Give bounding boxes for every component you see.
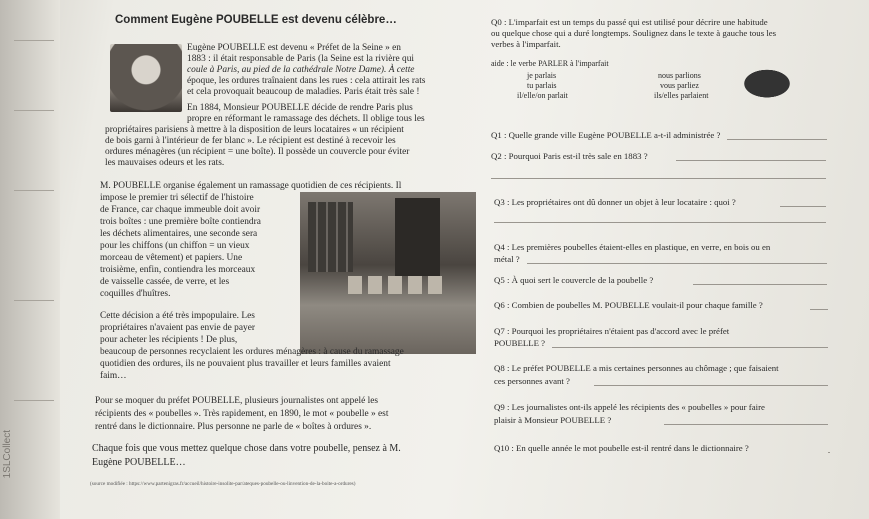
text-line: Eugène POUBELLE… bbox=[92, 457, 186, 468]
text-line: Pour se moquer du préfet POUBELLE, plusieurs journalistes ont appelé les bbox=[95, 396, 379, 406]
text-line: Eugène POUBELLE est devenu « Préfet de la Seine » en bbox=[187, 43, 401, 53]
answer-line[interactable] bbox=[828, 452, 830, 453]
question-q9: plaisir à Monsieur POUBELLE ? bbox=[494, 415, 612, 425]
text-line: et cela provoquait beaucoup de maladies. Paris était très sale ! bbox=[187, 87, 420, 97]
text-line: pour les chiffons (un chiffon = un vieux bbox=[100, 241, 250, 251]
photo-bin bbox=[388, 276, 402, 294]
conjugation-item: il/elle/on parlait bbox=[517, 91, 568, 100]
conjugation-item: tu parlais bbox=[527, 81, 557, 90]
side-label: 1SLCollect bbox=[2, 430, 13, 479]
text-line: 1883 : il était responsable de Paris (la Seine est la rivière qui bbox=[187, 54, 415, 64]
margin-line bbox=[14, 400, 54, 401]
conjugation-item: ils/elles parlaient bbox=[654, 91, 709, 100]
question-q3: Q3 : Les propriétaires ont dû donner un objet à leur locataire : quoi ? bbox=[494, 197, 736, 207]
question-q8: Q8 : Le préfet POUBELLE a mis certaines personnes au chômage ; que faisaient bbox=[494, 363, 779, 373]
text-line: de France, car chaque immeuble doit avoir bbox=[100, 205, 261, 215]
street-bins-photo bbox=[300, 192, 476, 354]
question-q1: Q1 : Quelle grande ville Eugène POUBELLE a-t-il administrée ? bbox=[491, 130, 721, 140]
text-line: ordures ménagères (un récipient = une boîte). Il possède un couvercle pour éviter bbox=[105, 147, 410, 157]
answer-line[interactable] bbox=[780, 206, 826, 207]
aide-label: aide : le verbe PARLER à l'imparfait bbox=[491, 59, 609, 68]
margin-line bbox=[14, 110, 54, 111]
text-line: rentré dans le dictionnaire. Plus personne ne parle de « boîtes à ordures ». bbox=[95, 422, 372, 432]
text-line: En 1884, Monsieur POUBELLE décide de rendre Paris plus bbox=[187, 103, 413, 113]
text-line: quotidien des ordures, ils ne pouvaient plus travailler et leurs familles avaient bbox=[100, 359, 391, 369]
text-line: troisième, enfin, contiendra les morceaux bbox=[100, 265, 256, 275]
question-q10: Q10 : En quelle année le mot poubelle est-il rentré dans le dictionnaire ? bbox=[494, 443, 749, 453]
text-line: morceau de vêtement) et papiers. Une bbox=[100, 253, 243, 263]
photo-bin bbox=[408, 276, 422, 294]
text-line: pour acheter les récipients ! De plus, bbox=[100, 335, 238, 345]
question-q7: Q7 : Pourquoi les propriétaires n'étaient pas d'accord avec le préfet bbox=[494, 326, 730, 336]
poubelle-portrait-image bbox=[110, 44, 182, 112]
answer-line[interactable] bbox=[494, 222, 826, 223]
margin-line bbox=[14, 40, 54, 41]
photo-bin bbox=[368, 276, 382, 294]
text-line: coule à Paris, au pied de la cathédrale Notre Dame). À cette bbox=[187, 65, 415, 75]
text-line: de vaisselle cassée, de verre, et les bbox=[100, 277, 230, 287]
question-q7: POUBELLE ? bbox=[494, 338, 546, 348]
text-line: de bois garni à l'intérieur de fer blanc ». Le récipient est destiné à recevoir les bbox=[105, 136, 396, 146]
answer-line[interactable] bbox=[552, 347, 828, 348]
answer-line[interactable] bbox=[491, 178, 826, 179]
text-line: faim… bbox=[100, 371, 127, 381]
answer-line[interactable] bbox=[594, 385, 828, 386]
text-line: époque, les ordures traînaient dans les rues : cela attirait les rats bbox=[187, 76, 426, 86]
q0-line: verbes à l'imparfait. bbox=[491, 39, 561, 49]
text-line: propriétaires parisiens à mettre à la disposition de leurs locataires « un récipient bbox=[105, 125, 404, 135]
question-q6: Q6 : Combien de poubelles M. POUBELLE voulait-il pour chaque famille ? bbox=[494, 300, 763, 310]
photo-door bbox=[395, 198, 440, 276]
conjugation-item: je parlais bbox=[527, 71, 557, 80]
margin-line bbox=[14, 190, 54, 191]
text-line: récipients des « poubelles ». Très rapidement, en 1890, le mot « poubelle » est bbox=[95, 409, 389, 419]
question-q5: Q5 : À quoi sert le couvercle de la poubelle ? bbox=[494, 275, 654, 285]
text-line: les déchets alimentaires, une seconde sera bbox=[100, 229, 258, 239]
answer-line[interactable] bbox=[727, 139, 827, 140]
answer-line[interactable] bbox=[527, 263, 827, 264]
text-line: les mauvaises odeurs et les rats. bbox=[105, 158, 225, 168]
answer-line[interactable] bbox=[810, 309, 828, 310]
photo-window bbox=[308, 202, 353, 272]
text-line: M. POUBELLE organise également un ramassage quotidien de ces récipients. Il bbox=[100, 181, 402, 191]
question-q8: ces personnes avant ? bbox=[494, 376, 570, 386]
conjugation-item: nous parlions bbox=[658, 71, 701, 80]
text-line: propriétaires n'avaient pas envie de payer bbox=[100, 323, 256, 333]
photo-bin bbox=[348, 276, 362, 294]
answer-line[interactable] bbox=[676, 160, 826, 161]
text-line: propre en réformant le ramassage des déchets. Il oblige tous les bbox=[187, 114, 425, 124]
margin-line bbox=[14, 300, 54, 301]
photo-bin bbox=[428, 276, 442, 294]
question-q4: métal ? bbox=[494, 254, 520, 264]
text-line: impose le premier tri sélectif de l'histoire bbox=[100, 193, 254, 203]
q0-line: Q0 : L'imparfait est un temps du passé qui est utilisé pour décrire une habitude bbox=[491, 17, 768, 27]
page-title: Comment Eugène POUBELLE est devenu célèbre… bbox=[115, 14, 397, 26]
text-line: Cette décision a été très impopulaire. Les bbox=[100, 311, 255, 321]
conjugation-item: vous parliez bbox=[660, 81, 699, 90]
question-q9: Q9 : Les journalistes ont-ils appelé les récipients des « poubelles » pour faire bbox=[494, 402, 765, 412]
q0-line: ou quelque chose qui a duré longtemps. Soulignez dans le texte à gauche tous les bbox=[491, 28, 777, 38]
text-line: beaucoup de personnes recyclaient les ordures ménagères : à cause du ramassage bbox=[100, 347, 404, 357]
answer-line[interactable] bbox=[693, 284, 827, 285]
text-line: coquilles d'huîtres. bbox=[100, 289, 171, 299]
answer-line[interactable] bbox=[664, 424, 828, 425]
cartoon-image bbox=[738, 66, 796, 98]
text-line: Chaque fois que vous mettez quelque chose dans votre poubelle, pensez à M. bbox=[92, 443, 401, 454]
text-line: trois boîtes : une première boîte contiendra bbox=[100, 217, 261, 227]
question-q2: Q2 : Pourquoi Paris est-il très sale en 1883 ? bbox=[491, 151, 648, 161]
source-note: (source modifiée : https://www.partenigras.fr/accueil/histoire-insolite-par/ateques-poubelle-ou-linvention-de-la-boite-a-ordures) bbox=[90, 481, 356, 487]
question-q4: Q4 : Les premières poubelles étaient-elles en plastique, en verre, en bois ou en bbox=[494, 242, 771, 252]
